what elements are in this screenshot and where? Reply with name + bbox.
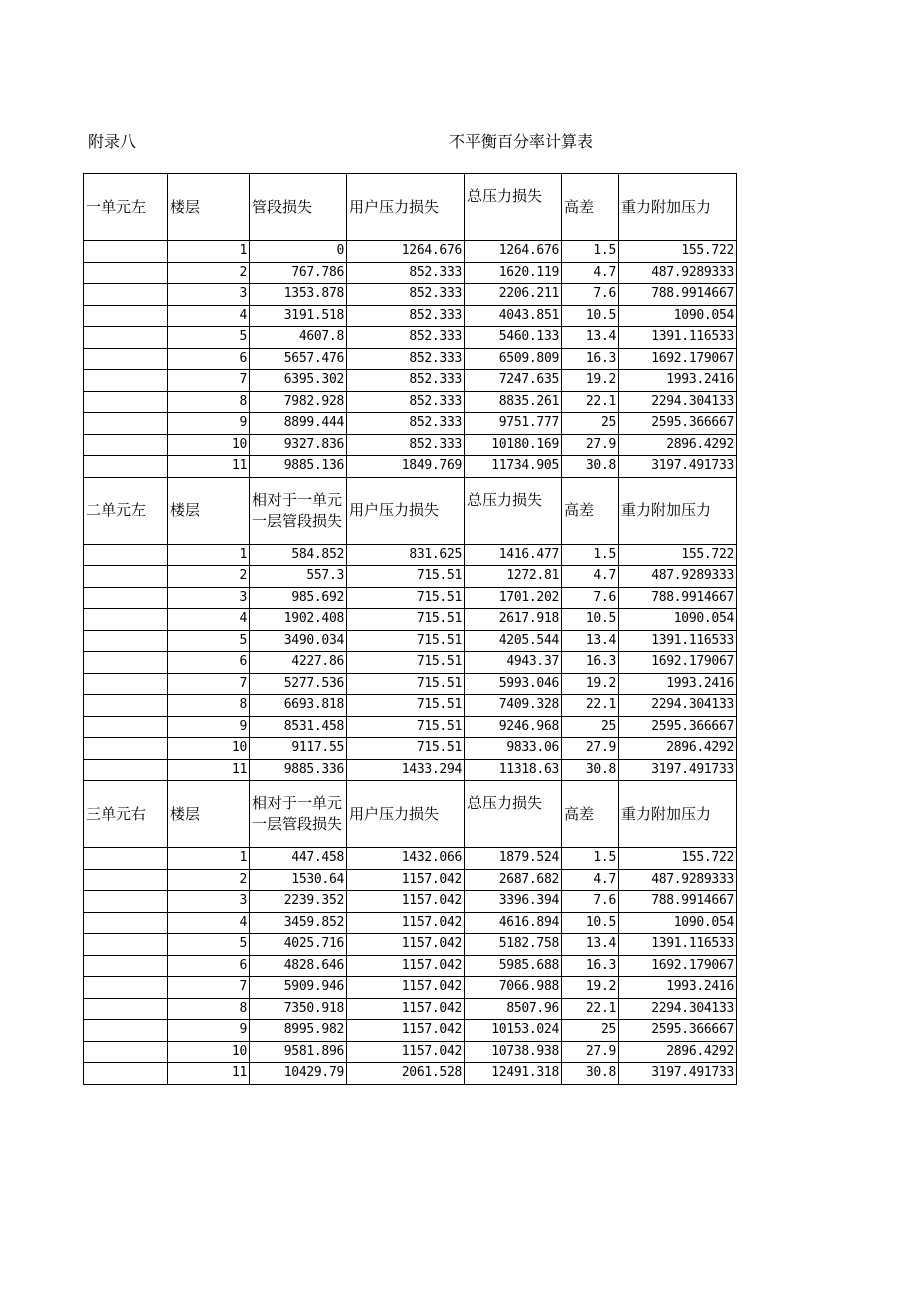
user-loss-cell: 715.51 xyxy=(347,695,465,717)
gravity-pressure-cell: 1090.054 xyxy=(619,609,737,631)
height-diff-cell: 22.1 xyxy=(562,391,619,413)
segment-loss-cell: 4607.8 xyxy=(250,327,347,349)
height-diff-cell: 22.1 xyxy=(562,695,619,717)
height-diff-cell: 13.4 xyxy=(562,630,619,652)
empty-cell xyxy=(84,695,168,717)
segment-loss-cell: 9885.336 xyxy=(250,759,347,781)
user-loss-cell: 715.51 xyxy=(347,652,465,674)
floor-cell: 9 xyxy=(168,1020,250,1042)
height-diff-cell: 25 xyxy=(562,413,619,435)
segment-loss-cell: 4828.646 xyxy=(250,955,347,977)
segment-loss-cell: 1530.64 xyxy=(250,869,347,891)
gravity-pressure-cell: 1692.179067 xyxy=(619,348,737,370)
calculation-table xyxy=(83,173,737,1085)
user-loss-cell: 852.333 xyxy=(347,434,465,456)
appendix-label: 附录八 xyxy=(88,132,137,151)
height-diff-cell: 30.8 xyxy=(562,759,619,781)
segment-loss-cell: 3490.034 xyxy=(250,630,347,652)
gravity-pressure-cell: 2595.366667 xyxy=(619,413,737,435)
height-diff-cell: 16.3 xyxy=(562,348,619,370)
table-row xyxy=(84,716,737,738)
floor-cell: 10 xyxy=(168,434,250,456)
user-loss-cell: 852.333 xyxy=(347,284,465,306)
empty-cell xyxy=(84,955,168,977)
floor-cell: 7 xyxy=(168,977,250,999)
total-loss-cell: 8835.261 xyxy=(465,391,562,413)
empty-cell xyxy=(84,848,168,870)
height-diff-cell: 22.1 xyxy=(562,998,619,1020)
section-header-row xyxy=(84,477,737,544)
total-loss-cell: 10738.938 xyxy=(465,1041,562,1063)
empty-cell xyxy=(84,284,168,306)
table-row xyxy=(84,977,737,999)
user-loss-cell: 715.51 xyxy=(347,738,465,760)
floor-cell: 5 xyxy=(168,327,250,349)
height-diff-header: 高差 xyxy=(562,477,619,544)
user-loss-cell: 715.51 xyxy=(347,566,465,588)
table-row xyxy=(84,370,737,392)
table-row xyxy=(84,348,737,370)
segment-loss-cell: 1353.878 xyxy=(250,284,347,306)
height-diff-cell: 19.2 xyxy=(562,977,619,999)
segment-loss-cell: 6693.818 xyxy=(250,695,347,717)
height-diff-cell: 27.9 xyxy=(562,738,619,760)
height-diff-cell: 1.5 xyxy=(562,848,619,870)
height-diff-cell: 19.2 xyxy=(562,370,619,392)
height-diff-cell: 27.9 xyxy=(562,434,619,456)
user-loss-cell: 852.333 xyxy=(347,391,465,413)
total-loss-cell: 1620.119 xyxy=(465,262,562,284)
total-loss-cell: 5460.133 xyxy=(465,327,562,349)
floor-cell: 1 xyxy=(168,848,250,870)
user-loss-cell: 1433.294 xyxy=(347,759,465,781)
height-diff-cell: 7.6 xyxy=(562,891,619,913)
empty-cell xyxy=(84,716,168,738)
floor-cell: 4 xyxy=(168,912,250,934)
floor-cell: 8 xyxy=(168,391,250,413)
gravity-pressure-cell: 1090.054 xyxy=(619,305,737,327)
table-row xyxy=(84,241,737,263)
floor-cell: 6 xyxy=(168,955,250,977)
gravity-pressure-cell: 788.9914667 xyxy=(619,587,737,609)
total-loss-header: 总压力损失 xyxy=(465,477,562,544)
total-loss-cell: 3396.394 xyxy=(465,891,562,913)
floor-cell: 9 xyxy=(168,716,250,738)
height-diff-cell: 7.6 xyxy=(562,284,619,306)
empty-cell xyxy=(84,912,168,934)
user-loss-cell: 715.51 xyxy=(347,609,465,631)
segment-loss-cell: 9327.836 xyxy=(250,434,347,456)
total-loss-cell: 2687.682 xyxy=(465,869,562,891)
empty-cell xyxy=(84,1041,168,1063)
height-diff-cell: 16.3 xyxy=(562,955,619,977)
user-loss-cell: 2061.528 xyxy=(347,1063,465,1085)
floor-cell: 7 xyxy=(168,673,250,695)
table-row xyxy=(84,262,737,284)
height-diff-cell: 4.7 xyxy=(562,869,619,891)
user-loss-cell: 1157.042 xyxy=(347,891,465,913)
empty-cell xyxy=(84,434,168,456)
total-loss-cell: 1879.524 xyxy=(465,848,562,870)
table-row xyxy=(84,630,737,652)
user-loss-cell: 1157.042 xyxy=(347,934,465,956)
unit-label: 二单元左 xyxy=(84,477,168,544)
empty-cell xyxy=(84,1020,168,1042)
gravity-pressure-cell: 2896.4292 xyxy=(619,434,737,456)
total-loss-cell: 8507.96 xyxy=(465,998,562,1020)
gravity-pressure-cell: 3197.491733 xyxy=(619,1063,737,1085)
height-diff-cell: 27.9 xyxy=(562,1041,619,1063)
floor-header: 楼层 xyxy=(168,174,250,241)
empty-cell xyxy=(84,630,168,652)
floor-cell: 7 xyxy=(168,370,250,392)
gravity-pressure-cell: 487.9289333 xyxy=(619,262,737,284)
gravity-pressure-cell: 155.722 xyxy=(619,241,737,263)
floor-cell: 9 xyxy=(168,413,250,435)
segment-loss-cell: 9885.136 xyxy=(250,456,347,478)
table-row xyxy=(84,1041,737,1063)
table-row xyxy=(84,327,737,349)
gravity-pressure-cell: 3197.491733 xyxy=(619,456,737,478)
user-loss-cell: 852.333 xyxy=(347,262,465,284)
floor-cell: 4 xyxy=(168,609,250,631)
segment-loss-cell: 5657.476 xyxy=(250,348,347,370)
height-diff-cell: 13.4 xyxy=(562,327,619,349)
floor-cell: 8 xyxy=(168,695,250,717)
table-row xyxy=(84,998,737,1020)
segment-loss-cell: 6395.302 xyxy=(250,370,347,392)
section-header-row xyxy=(84,174,737,241)
floor-cell: 8 xyxy=(168,998,250,1020)
table-row xyxy=(84,912,737,934)
total-loss-cell: 4616.894 xyxy=(465,912,562,934)
table-row xyxy=(84,1020,737,1042)
segment-loss-cell: 1902.408 xyxy=(250,609,347,631)
segment-loss-cell: 4227.86 xyxy=(250,652,347,674)
height-diff-header: 高差 xyxy=(562,781,619,848)
gravity-pressure-cell: 1993.2416 xyxy=(619,370,737,392)
user-loss-cell: 715.51 xyxy=(347,587,465,609)
floor-cell: 6 xyxy=(168,348,250,370)
total-loss-cell: 10153.024 xyxy=(465,1020,562,1042)
user-loss-cell: 852.333 xyxy=(347,413,465,435)
table-row xyxy=(84,1063,737,1085)
user-loss-cell: 1157.042 xyxy=(347,977,465,999)
total-loss-cell: 6509.809 xyxy=(465,348,562,370)
floor-cell: 6 xyxy=(168,652,250,674)
segment-loss-cell: 8899.444 xyxy=(250,413,347,435)
floor-cell: 3 xyxy=(168,284,250,306)
segment-loss-cell: 767.786 xyxy=(250,262,347,284)
segment-loss-cell: 5277.536 xyxy=(250,673,347,695)
floor-cell: 2 xyxy=(168,869,250,891)
user-loss-cell: 1157.042 xyxy=(347,1020,465,1042)
height-diff-cell: 1.5 xyxy=(562,241,619,263)
user-loss-cell: 852.333 xyxy=(347,305,465,327)
empty-cell xyxy=(84,370,168,392)
section-header-row xyxy=(84,781,737,848)
segment-loss-cell: 9581.896 xyxy=(250,1041,347,1063)
height-diff-cell: 1.5 xyxy=(562,544,619,566)
gravity-pressure-cell: 2896.4292 xyxy=(619,1041,737,1063)
floor-cell: 5 xyxy=(168,934,250,956)
table-row xyxy=(84,544,737,566)
floor-cell: 1 xyxy=(168,241,250,263)
segment-loss-cell: 8995.982 xyxy=(250,1020,347,1042)
gravity-pressure-cell: 1692.179067 xyxy=(619,955,737,977)
table-row xyxy=(84,413,737,435)
total-loss-cell: 5182.758 xyxy=(465,934,562,956)
user-loss-cell: 852.333 xyxy=(347,327,465,349)
gravity-pressure-cell: 1391.116533 xyxy=(619,934,737,956)
gravity-pressure-cell: 2595.366667 xyxy=(619,1020,737,1042)
gravity-pressure-cell: 1993.2416 xyxy=(619,977,737,999)
floor-cell: 11 xyxy=(168,1063,250,1085)
table-row xyxy=(84,934,737,956)
height-diff-cell: 25 xyxy=(562,716,619,738)
user-loss-header: 用户压力损失 xyxy=(347,477,465,544)
gravity-pressure-cell: 487.9289333 xyxy=(619,869,737,891)
height-diff-cell: 4.7 xyxy=(562,262,619,284)
empty-cell xyxy=(84,609,168,631)
height-diff-header: 高差 xyxy=(562,174,619,241)
table-row xyxy=(84,305,737,327)
table-row xyxy=(84,434,737,456)
gravity-pressure-header: 重力附加压力 xyxy=(619,477,737,544)
total-loss-cell: 11734.905 xyxy=(465,456,562,478)
floor-cell: 10 xyxy=(168,738,250,760)
gravity-pressure-cell: 2294.304133 xyxy=(619,391,737,413)
height-diff-cell: 13.4 xyxy=(562,934,619,956)
gravity-pressure-cell: 1993.2416 xyxy=(619,673,737,695)
user-loss-cell: 1432.066 xyxy=(347,848,465,870)
gravity-pressure-cell: 155.722 xyxy=(619,544,737,566)
height-diff-cell: 19.2 xyxy=(562,673,619,695)
segment-loss-header: 管段损失 xyxy=(250,174,347,241)
height-diff-cell: 16.3 xyxy=(562,652,619,674)
empty-cell xyxy=(84,391,168,413)
empty-cell xyxy=(84,413,168,435)
total-loss-header: 总压力损失 xyxy=(465,781,562,848)
total-loss-cell: 5993.046 xyxy=(465,673,562,695)
user-loss-cell: 852.333 xyxy=(347,348,465,370)
empty-cell xyxy=(84,566,168,588)
gravity-pressure-cell: 2896.4292 xyxy=(619,738,737,760)
height-diff-cell: 30.8 xyxy=(562,456,619,478)
user-loss-cell: 1157.042 xyxy=(347,912,465,934)
table-row xyxy=(84,848,737,870)
total-loss-cell: 10180.169 xyxy=(465,434,562,456)
height-diff-cell: 25 xyxy=(562,1020,619,1042)
gravity-pressure-cell: 1391.116533 xyxy=(619,630,737,652)
table-row xyxy=(84,869,737,891)
total-loss-cell: 4205.544 xyxy=(465,630,562,652)
segment-loss-cell: 7350.918 xyxy=(250,998,347,1020)
user-loss-cell: 1157.042 xyxy=(347,869,465,891)
segment-loss-cell: 557.3 xyxy=(250,566,347,588)
user-loss-header: 用户压力损失 xyxy=(347,781,465,848)
user-loss-cell: 1157.042 xyxy=(347,955,465,977)
segment-loss-header: 相对于一单元一层管段损失 xyxy=(250,781,347,848)
empty-cell xyxy=(84,759,168,781)
unit-label: 三单元右 xyxy=(84,781,168,848)
user-loss-cell: 852.333 xyxy=(347,370,465,392)
table-row xyxy=(84,955,737,977)
height-diff-cell: 10.5 xyxy=(562,912,619,934)
segment-loss-cell: 985.692 xyxy=(250,587,347,609)
unit-label: 一单元左 xyxy=(84,174,168,241)
gravity-pressure-cell: 1692.179067 xyxy=(619,652,737,674)
floor-cell: 4 xyxy=(168,305,250,327)
user-loss-cell: 715.51 xyxy=(347,716,465,738)
total-loss-cell: 4943.37 xyxy=(465,652,562,674)
total-loss-cell: 1272.81 xyxy=(465,566,562,588)
gravity-pressure-cell: 487.9289333 xyxy=(619,566,737,588)
gravity-pressure-cell: 1391.116533 xyxy=(619,327,737,349)
total-loss-cell: 4043.851 xyxy=(465,305,562,327)
floor-cell: 11 xyxy=(168,759,250,781)
segment-loss-header: 相对于一单元一层管段损失 xyxy=(250,477,347,544)
gravity-pressure-cell: 788.9914667 xyxy=(619,284,737,306)
empty-cell xyxy=(84,305,168,327)
gravity-pressure-cell: 155.722 xyxy=(619,848,737,870)
total-loss-cell: 7066.988 xyxy=(465,977,562,999)
empty-cell xyxy=(84,327,168,349)
height-diff-cell: 10.5 xyxy=(562,609,619,631)
floor-cell: 3 xyxy=(168,891,250,913)
empty-cell xyxy=(84,934,168,956)
table-row xyxy=(84,566,737,588)
table-row xyxy=(84,652,737,674)
empty-cell xyxy=(84,348,168,370)
total-loss-cell: 7247.635 xyxy=(465,370,562,392)
gravity-pressure-cell: 3197.491733 xyxy=(619,759,737,781)
empty-cell xyxy=(84,262,168,284)
empty-cell xyxy=(84,456,168,478)
table-row xyxy=(84,738,737,760)
gravity-pressure-header: 重力附加压力 xyxy=(619,781,737,848)
total-loss-cell: 2617.918 xyxy=(465,609,562,631)
floor-cell: 11 xyxy=(168,456,250,478)
total-loss-cell: 1701.202 xyxy=(465,587,562,609)
empty-cell xyxy=(84,891,168,913)
gravity-pressure-cell: 2294.304133 xyxy=(619,998,737,1020)
segment-loss-cell: 3459.852 xyxy=(250,912,347,934)
user-loss-cell: 1157.042 xyxy=(347,998,465,1020)
height-diff-cell: 7.6 xyxy=(562,587,619,609)
total-loss-cell: 1264.676 xyxy=(465,241,562,263)
table-row xyxy=(84,456,737,478)
segment-loss-cell: 8531.458 xyxy=(250,716,347,738)
segment-loss-cell: 447.458 xyxy=(250,848,347,870)
segment-loss-cell: 584.852 xyxy=(250,544,347,566)
floor-cell: 2 xyxy=(168,566,250,588)
user-loss-header: 用户压力损失 xyxy=(347,174,465,241)
segment-loss-cell: 4025.716 xyxy=(250,934,347,956)
height-diff-cell: 4.7 xyxy=(562,566,619,588)
gravity-pressure-header: 重力附加压力 xyxy=(619,174,737,241)
empty-cell xyxy=(84,1063,168,1085)
user-loss-cell: 1264.676 xyxy=(347,241,465,263)
user-loss-cell: 1157.042 xyxy=(347,1041,465,1063)
floor-cell: 3 xyxy=(168,587,250,609)
table-row xyxy=(84,759,737,781)
gravity-pressure-cell: 788.9914667 xyxy=(619,891,737,913)
table-row xyxy=(84,609,737,631)
empty-cell xyxy=(84,998,168,1020)
floor-header: 楼层 xyxy=(168,477,250,544)
total-loss-cell: 12491.318 xyxy=(465,1063,562,1085)
total-loss-cell: 11318.63 xyxy=(465,759,562,781)
segment-loss-cell: 3191.518 xyxy=(250,305,347,327)
segment-loss-cell: 9117.55 xyxy=(250,738,347,760)
table-row xyxy=(84,891,737,913)
empty-cell xyxy=(84,652,168,674)
user-loss-cell: 715.51 xyxy=(347,630,465,652)
table-row xyxy=(84,673,737,695)
table-row xyxy=(84,284,737,306)
empty-cell xyxy=(84,738,168,760)
gravity-pressure-cell: 1090.054 xyxy=(619,912,737,934)
total-loss-cell: 7409.328 xyxy=(465,695,562,717)
segment-loss-cell: 7982.928 xyxy=(250,391,347,413)
floor-cell: 1 xyxy=(168,544,250,566)
empty-cell xyxy=(84,869,168,891)
empty-cell xyxy=(84,587,168,609)
total-loss-cell: 1416.477 xyxy=(465,544,562,566)
empty-cell xyxy=(84,673,168,695)
floor-cell: 10 xyxy=(168,1041,250,1063)
page-title: 不平衡百分率计算表 xyxy=(449,132,594,151)
empty-cell xyxy=(84,241,168,263)
floor-cell: 5 xyxy=(168,630,250,652)
floor-cell: 2 xyxy=(168,262,250,284)
segment-loss-cell: 0 xyxy=(250,241,347,263)
empty-cell xyxy=(84,977,168,999)
table-row xyxy=(84,695,737,717)
height-diff-cell: 10.5 xyxy=(562,305,619,327)
gravity-pressure-cell: 2595.366667 xyxy=(619,716,737,738)
total-loss-cell: 9833.06 xyxy=(465,738,562,760)
total-loss-header: 总压力损失 xyxy=(465,174,562,241)
segment-loss-cell: 10429.79 xyxy=(250,1063,347,1085)
total-loss-cell: 9751.777 xyxy=(465,413,562,435)
segment-loss-cell: 5909.946 xyxy=(250,977,347,999)
user-loss-cell: 1849.769 xyxy=(347,456,465,478)
total-loss-cell: 9246.968 xyxy=(465,716,562,738)
table-row xyxy=(84,391,737,413)
user-loss-cell: 715.51 xyxy=(347,673,465,695)
total-loss-cell: 2206.211 xyxy=(465,284,562,306)
floor-header: 楼层 xyxy=(168,781,250,848)
total-loss-cell: 5985.688 xyxy=(465,955,562,977)
height-diff-cell: 30.8 xyxy=(562,1063,619,1085)
table-row xyxy=(84,587,737,609)
segment-loss-cell: 2239.352 xyxy=(250,891,347,913)
gravity-pressure-cell: 2294.304133 xyxy=(619,695,737,717)
user-loss-cell: 831.625 xyxy=(347,544,465,566)
empty-cell xyxy=(84,544,168,566)
